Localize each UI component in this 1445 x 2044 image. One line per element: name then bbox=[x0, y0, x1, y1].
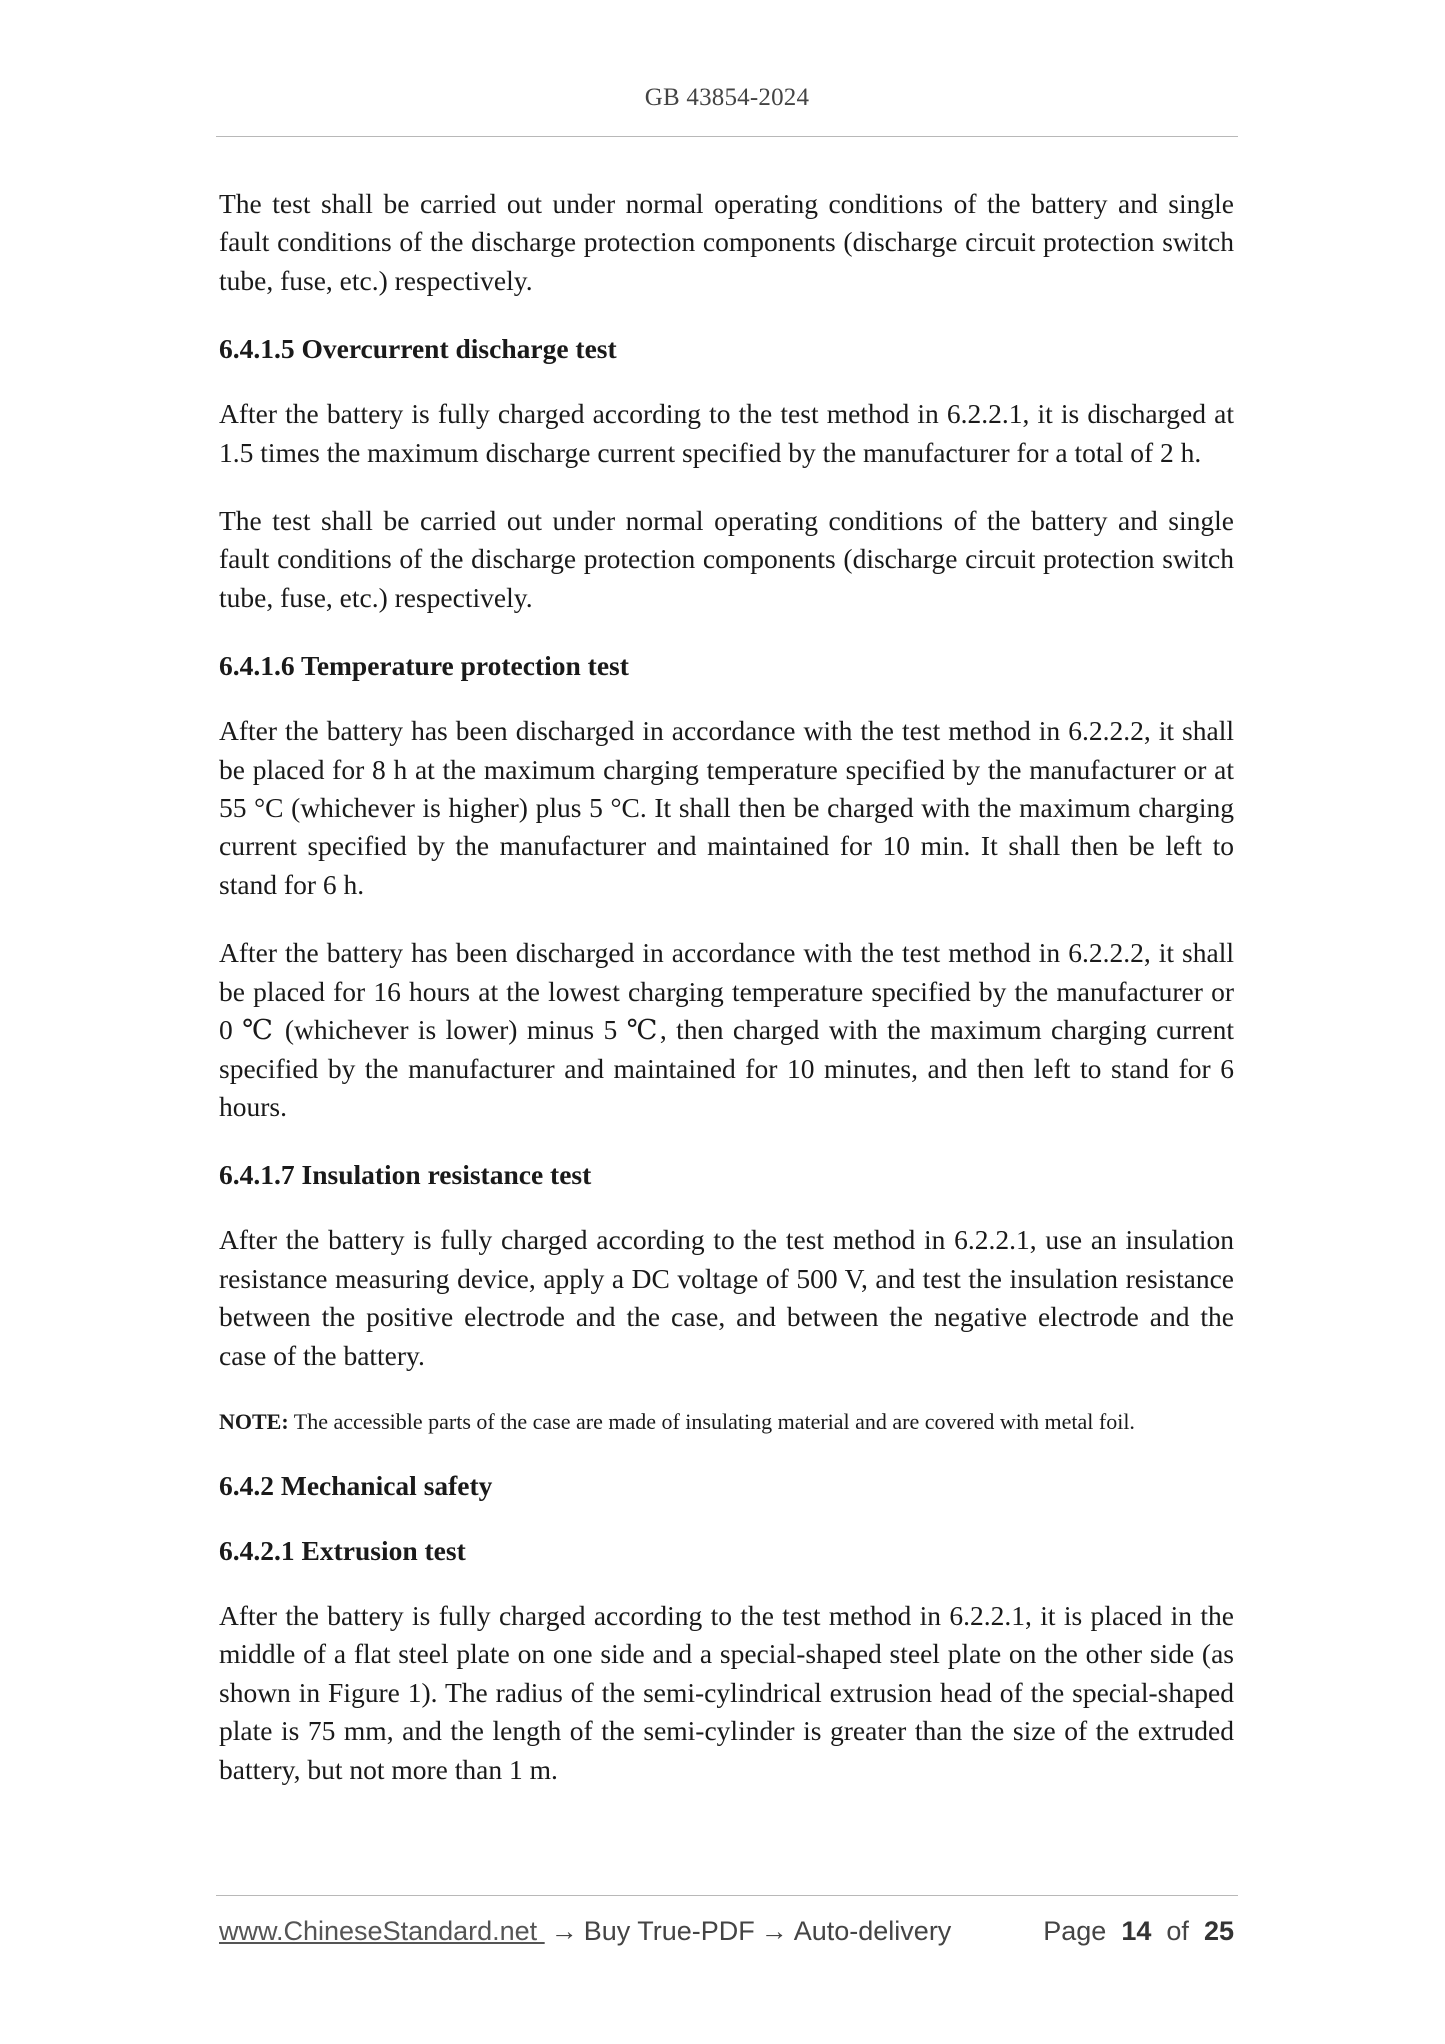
paragraph: After the battery has been discharged in accordance with the test method in 6.2.2.2, it shall be placed for 8 h at the maximum charging temperature specified by the manufacturer or at 55 °C (whichever is higher) plus 5 °C. It shall then be charged with the maximum charging current specified by the manufacturer and maintained for 10 min. It shall then be left to stand for 6 h. bbox=[219, 715, 1234, 900]
note-label: NOTE: bbox=[219, 1408, 289, 1434]
paragraph: After the battery is fully charged according to the test method in 6.2.2.1, it is discharged at 1.5 times the maximum discharge current specified by the manufacturer for a total of 2 h. bbox=[219, 398, 1234, 468]
paragraph: After the battery is fully charged according to the test method in 6.2.2.1, it is placed in the middle of a flat steel plate on one side and a special-shaped steel plate on the other side (as shown in Figure 1). The radius of the semi-cylindrical extrusion head of the special-shaped plate is 75 mm, and the length of the semi-cylinder is greater than the size of the extruded battery, but not more than 1 m. bbox=[219, 1599, 1234, 1785]
website-link[interactable]: www.ChineseStandard.net bbox=[219, 1916, 545, 1946]
page-label: Page bbox=[1043, 1916, 1107, 1946]
page-total: 25 bbox=[1203, 1916, 1234, 1946]
paragraph: The test shall be carried out under normal operating conditions of the battery and single fault conditions of the discharge protection components (discharge circuit protection switch tube, fuse, etc.) respectively. bbox=[219, 505, 1234, 613]
page-number bbox=[1043, 1916, 1234, 1947]
document-body bbox=[219, 185, 1234, 1819]
section-heading-6-4-1-6: 6.4.1.6 Temperature protection test bbox=[219, 650, 629, 682]
page-footer bbox=[219, 1916, 1234, 1950]
header-divider bbox=[216, 136, 1238, 137]
note bbox=[219, 1405, 1234, 1439]
buy-true-pdf-text: Buy True-PDF bbox=[583, 1916, 755, 1946]
page-header-title: GB 43854-2024 bbox=[644, 84, 810, 111]
footer-promo bbox=[219, 1916, 951, 1947]
section-heading-6-4-2: 6.4.2 Mechanical safety bbox=[219, 1469, 493, 1501]
paragraph: After the battery is fully charged according to the test method in 6.2.2.1, use an insulation resistance measuring device, apply a DC voltage of 500 V, and test the insulation resistance between the positive electrode and the case, and between the negative electrode and the case of the battery. bbox=[219, 1224, 1234, 1371]
section-heading-6-4-1-7: 6.4.1.7 Insulation resistance test bbox=[219, 1159, 592, 1191]
paragraph: After the battery has been discharged in accordance with the test method in 6.2.2.2, it shall be placed for 16 hours at the lowest charging temperature specified by the manufacturer or 0 ℃ (whichever is lower) minus 5 ℃, then charged with the maximum charging current specified by the manufacturer and maintained for 10 minutes, and then left to stand for 6 hours. bbox=[219, 937, 1234, 1122]
section-heading-6-4-2-1: 6.4.2.1 Extrusion test bbox=[219, 1534, 466, 1566]
arrow-right-icon: → bbox=[550, 1916, 578, 1946]
page-of-label: of bbox=[1166, 1916, 1189, 1946]
section-heading-6-4-1-5: 6.4.1.5 Overcurrent discharge test bbox=[219, 333, 617, 365]
paragraph: The test shall be carried out under normal operating conditions of the battery and single fault conditions of the discharge protection components (discharge circuit protection switch tube, fuse, etc.) respectively. bbox=[219, 188, 1234, 296]
note-text: The accessible parts of the case are made of insulating material and are covered with metal foil. bbox=[288, 1408, 1135, 1434]
page-current: 14 bbox=[1121, 1916, 1152, 1946]
footer-divider bbox=[216, 1895, 1238, 1896]
arrow-right-icon: → bbox=[760, 1916, 788, 1946]
auto-delivery-text: Auto-delivery bbox=[793, 1916, 952, 1946]
